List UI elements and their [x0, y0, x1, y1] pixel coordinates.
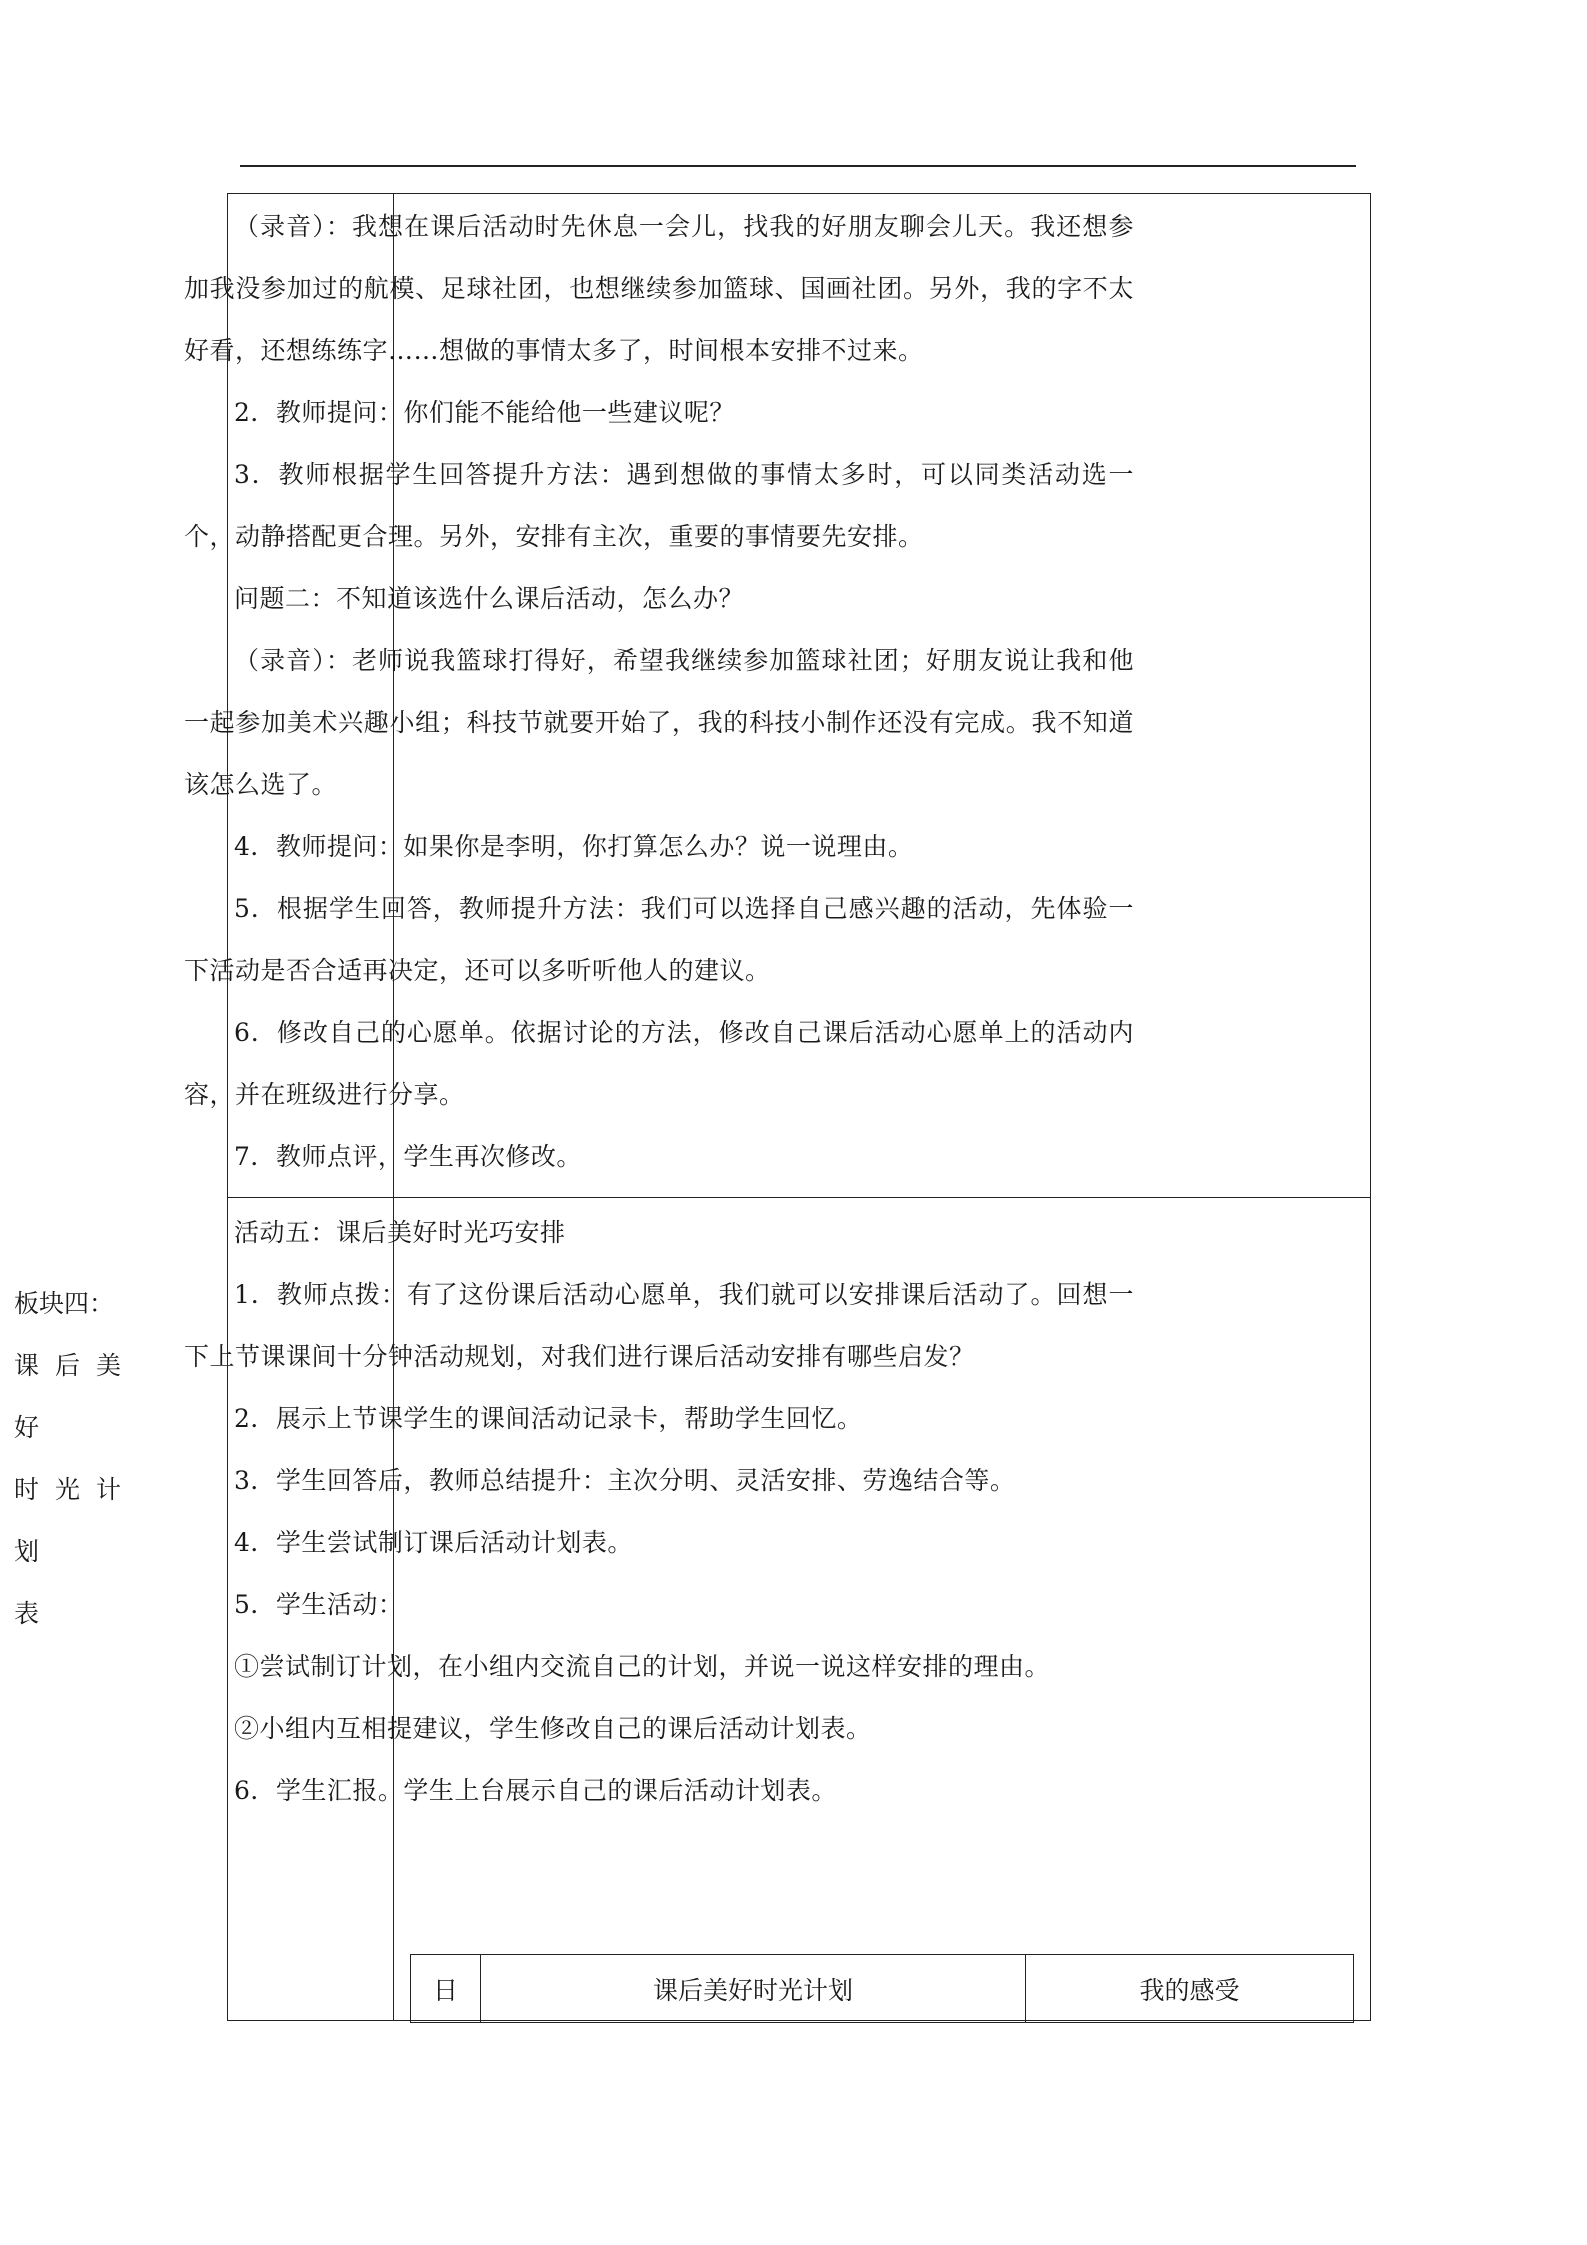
paragraph: 4．教师提问：如果你是李明，你打算怎么办？说一说理由。 — [234, 832, 914, 861]
paragraph: ②小组内互相提建议，学生修改自己的课后活动计划表。 — [234, 1714, 872, 1743]
label-line: 表 — [14, 1599, 40, 1628]
paragraph: （录音）：我想在课后活动时先休息一会儿，找我的好朋友聊会儿天。我还想参加我没参加过的航模、足球社团，也想继续参加篮球、国画社团。另外，我的字不太好看，还想练练字……想做的事情太多了，时间根本安排不过来。 — [184, 212, 1134, 365]
paragraph: 活动五：课后美好时光巧安排 — [234, 1218, 566, 1247]
paragraph: 6．修改自己的心愿单。依据讨论的方法，修改自己课后活动心愿单上的活动内容，并在班级进行分享。 — [184, 1018, 1134, 1109]
paragraph: ①尝试制订计划，在小组内交流自己的计划，并说一说这样安排的理由。 — [234, 1652, 1051, 1681]
label-line: 课后美好 — [14, 1351, 138, 1442]
paragraph: 2．教师提问：你们能不能给他一些建议呢？ — [234, 398, 735, 427]
label-line: 板块四： — [14, 1289, 115, 1318]
label-line: 时光计划 — [14, 1475, 138, 1566]
plan-table-header-feeling: 我的感受 — [1139, 1975, 1240, 2005]
plan-table-header-day: 日 — [411, 1955, 481, 2022]
header-rule — [240, 165, 1356, 167]
plan-table-header — [410, 1954, 1354, 2023]
paragraph: 2．展示上节课学生的课间活动记录卡，帮助学生回忆。 — [234, 1404, 863, 1433]
paragraph: 3．教师根据学生回答提升方法：遇到想做的事情太多时，可以同类活动选一个，动静搭配更合理。另外，安排有主次，重要的事情要先安排。 — [184, 460, 1134, 551]
paragraph: 1．教师点拨：有了这份课后活动心愿单，我们就可以安排课后活动了。回想一下上节课课间十分钟活动规划，对我们进行课后活动安排有哪些启发？ — [184, 1280, 1134, 1371]
section1-content — [184, 196, 1134, 1188]
paragraph: 7．教师点评，学生再次修改。 — [234, 1142, 582, 1171]
paragraph: （录音）：老师说我篮球打得好，希望我继续参加篮球社团；好朋友说让我和他一起参加美术兴趣小组；科技节就要开始了，我的科技小制作还没有完成。我不知道该怎么选了。 — [184, 646, 1134, 799]
paragraph: 4．学生尝试制订课后活动计划表。 — [234, 1528, 633, 1557]
paragraph: 6．学生汇报。学生上台展示自己的课后活动计划表。 — [234, 1776, 837, 1805]
paragraph: 问题二：不知道该选什么课后活动，怎么办？ — [234, 584, 745, 613]
paragraph: 3．学生回答后，教师总结提升：主次分明、灵活安排、劳逸结合等。 — [234, 1466, 1016, 1495]
section2-content — [184, 1202, 1134, 1822]
paragraph: 5．学生活动： — [234, 1590, 404, 1619]
section2-label — [14, 1273, 154, 1645]
plan-table-header-plan: 课后美好时光计划 — [481, 1955, 1026, 2022]
paragraph: 5．根据学生回答，教师提升方法：我们可以选择自己感兴趣的活动，先体验一下活动是否合适再决定，还可以多听听他人的建议。 — [184, 894, 1134, 985]
